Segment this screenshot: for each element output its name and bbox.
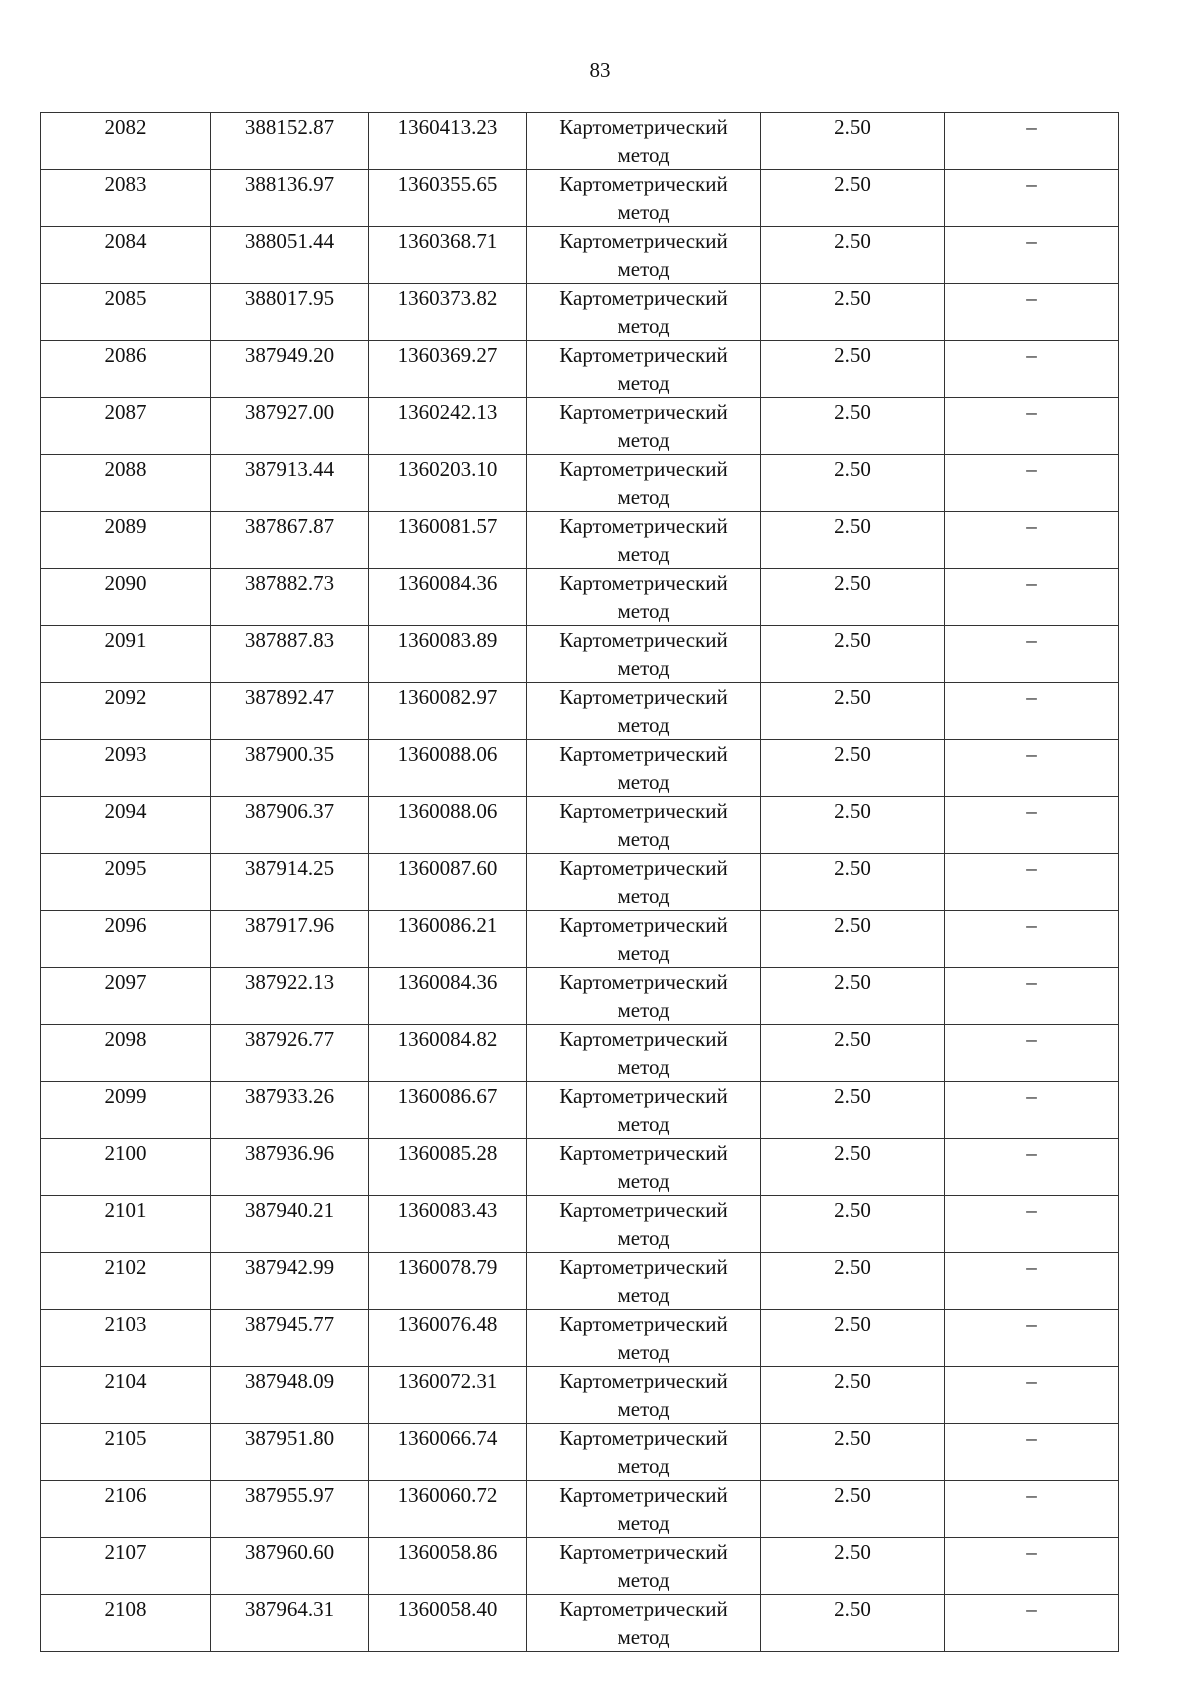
table-row — [41, 569, 1119, 626]
accuracy-cell: 2.50 — [761, 1025, 945, 1082]
coordinates-table — [40, 112, 1119, 1652]
point-number-cell: 2084 — [41, 227, 211, 284]
page-number: 83 — [589, 58, 611, 82]
y-coordinate-cell: 1360088.06 — [369, 797, 527, 854]
point-number-cell: 2105 — [41, 1424, 211, 1481]
method-cell — [527, 626, 761, 683]
x-coordinate-cell: 387948.09 — [211, 1367, 369, 1424]
note-cell: – — [945, 569, 1119, 626]
x-coordinate-cell: 387914.25 — [211, 854, 369, 911]
method-line-2: метод — [617, 1511, 670, 1535]
method-line-2: метод — [617, 1625, 670, 1649]
point-number-cell: 2101 — [41, 1196, 211, 1253]
method-line-2: метод — [617, 599, 670, 623]
y-coordinate-cell: 1360078.79 — [369, 1253, 527, 1310]
note-cell: – — [945, 968, 1119, 1025]
accuracy-cell: 2.50 — [761, 398, 945, 455]
note-cell: – — [945, 1310, 1119, 1367]
point-number-cell: 2090 — [41, 569, 211, 626]
table-row — [41, 1310, 1119, 1367]
point-number-cell: 2089 — [41, 512, 211, 569]
point-number-cell: 2099 — [41, 1082, 211, 1139]
y-coordinate-cell: 1360084.82 — [369, 1025, 527, 1082]
accuracy-cell: 2.50 — [761, 170, 945, 227]
x-coordinate-cell: 387906.37 — [211, 797, 369, 854]
method-line-2: метод — [617, 1283, 670, 1307]
method-line-1: Картометрический — [559, 628, 728, 652]
y-coordinate-cell: 1360058.40 — [369, 1595, 527, 1652]
table-row — [41, 626, 1119, 683]
coordinates-table-body — [41, 113, 1119, 1652]
method-cell — [527, 911, 761, 968]
method-cell — [527, 1196, 761, 1253]
method-line-2: метод — [617, 1340, 670, 1364]
table-row — [41, 683, 1119, 740]
x-coordinate-cell: 387960.60 — [211, 1538, 369, 1595]
table-row — [41, 1082, 1119, 1139]
method-line-1: Картометрический — [559, 1027, 728, 1051]
table-row — [41, 227, 1119, 284]
point-number-cell: 2085 — [41, 284, 211, 341]
method-cell — [527, 455, 761, 512]
method-line-1: Картометрический — [559, 514, 728, 538]
note-cell: – — [945, 113, 1119, 170]
method-line-2: метод — [617, 542, 670, 566]
accuracy-cell: 2.50 — [761, 1424, 945, 1481]
point-number-cell: 2088 — [41, 455, 211, 512]
method-line-2: метод — [617, 1169, 670, 1193]
note-cell: – — [945, 1253, 1119, 1310]
x-coordinate-cell: 387951.80 — [211, 1424, 369, 1481]
method-cell — [527, 968, 761, 1025]
accuracy-cell: 2.50 — [761, 911, 945, 968]
y-coordinate-cell: 1360058.86 — [369, 1538, 527, 1595]
note-cell: – — [945, 1424, 1119, 1481]
note-cell: – — [945, 1595, 1119, 1652]
x-coordinate-cell: 387949.20 — [211, 341, 369, 398]
accuracy-cell: 2.50 — [761, 455, 945, 512]
point-number-cell: 2092 — [41, 683, 211, 740]
method-line-1: Картометрический — [559, 856, 728, 880]
method-line-1: Картометрический — [559, 1483, 728, 1507]
method-line-1: Картометрический — [559, 1255, 728, 1279]
note-cell: – — [945, 797, 1119, 854]
method-cell — [527, 797, 761, 854]
accuracy-cell: 2.50 — [761, 284, 945, 341]
method-line-2: метод — [617, 1226, 670, 1250]
point-number-cell: 2103 — [41, 1310, 211, 1367]
method-cell — [527, 683, 761, 740]
point-number-cell: 2104 — [41, 1367, 211, 1424]
method-line-2: метод — [617, 143, 670, 167]
accuracy-cell: 2.50 — [761, 227, 945, 284]
table-row — [41, 1139, 1119, 1196]
accuracy-cell: 2.50 — [761, 341, 945, 398]
accuracy-cell: 2.50 — [761, 1082, 945, 1139]
method-line-2: метод — [617, 485, 670, 509]
method-line-2: метод — [617, 1397, 670, 1421]
x-coordinate-cell: 387867.87 — [211, 512, 369, 569]
method-cell — [527, 1082, 761, 1139]
method-line-1: Картометрический — [559, 1540, 728, 1564]
point-number-cell: 2086 — [41, 341, 211, 398]
accuracy-cell: 2.50 — [761, 1481, 945, 1538]
method-cell — [527, 113, 761, 170]
method-cell — [527, 1424, 761, 1481]
method-line-2: метод — [617, 884, 670, 908]
x-coordinate-cell: 387945.77 — [211, 1310, 369, 1367]
note-cell: – — [945, 1538, 1119, 1595]
method-cell — [527, 1481, 761, 1538]
point-number-cell: 2098 — [41, 1025, 211, 1082]
note-cell: – — [945, 854, 1119, 911]
accuracy-cell: 2.50 — [761, 626, 945, 683]
method-line-2: метод — [617, 1055, 670, 1079]
table-row — [41, 740, 1119, 797]
table-row — [41, 398, 1119, 455]
y-coordinate-cell: 1360076.48 — [369, 1310, 527, 1367]
method-line-2: метод — [617, 770, 670, 794]
table-row — [41, 1538, 1119, 1595]
accuracy-cell: 2.50 — [761, 683, 945, 740]
accuracy-cell: 2.50 — [761, 1310, 945, 1367]
table-row — [41, 968, 1119, 1025]
x-coordinate-cell: 388136.97 — [211, 170, 369, 227]
x-coordinate-cell: 387892.47 — [211, 683, 369, 740]
method-line-1: Картометрический — [559, 229, 728, 253]
table-row — [41, 170, 1119, 227]
table-row — [41, 1481, 1119, 1538]
y-coordinate-cell: 1360083.89 — [369, 626, 527, 683]
x-coordinate-cell: 387882.73 — [211, 569, 369, 626]
method-line-1: Картометрический — [559, 970, 728, 994]
x-coordinate-cell: 387955.97 — [211, 1481, 369, 1538]
method-line-2: метод — [617, 1454, 670, 1478]
note-cell: – — [945, 284, 1119, 341]
method-cell — [527, 341, 761, 398]
x-coordinate-cell: 387964.31 — [211, 1595, 369, 1652]
method-line-1: Картометрический — [559, 742, 728, 766]
note-cell: – — [945, 911, 1119, 968]
method-line-1: Картометрический — [559, 1141, 728, 1165]
accuracy-cell: 2.50 — [761, 512, 945, 569]
y-coordinate-cell: 1360072.31 — [369, 1367, 527, 1424]
note-cell: – — [945, 683, 1119, 740]
table-row — [41, 797, 1119, 854]
method-line-2: метод — [617, 1568, 670, 1592]
method-cell — [527, 569, 761, 626]
method-cell — [527, 740, 761, 797]
y-coordinate-cell: 1360082.97 — [369, 683, 527, 740]
x-coordinate-cell: 387922.13 — [211, 968, 369, 1025]
point-number-cell: 2102 — [41, 1253, 211, 1310]
method-cell — [527, 1139, 761, 1196]
table-row — [41, 1367, 1119, 1424]
method-line-2: метод — [617, 200, 670, 224]
x-coordinate-cell: 387936.96 — [211, 1139, 369, 1196]
table-row — [41, 512, 1119, 569]
point-number-cell: 2108 — [41, 1595, 211, 1652]
method-cell — [527, 854, 761, 911]
x-coordinate-cell: 388017.95 — [211, 284, 369, 341]
y-coordinate-cell: 1360413.23 — [369, 113, 527, 170]
x-coordinate-cell: 387933.26 — [211, 1082, 369, 1139]
accuracy-cell: 2.50 — [761, 1139, 945, 1196]
method-line-2: метод — [617, 713, 670, 737]
table-row — [41, 1196, 1119, 1253]
accuracy-cell: 2.50 — [761, 968, 945, 1025]
y-coordinate-cell: 1360085.28 — [369, 1139, 527, 1196]
y-coordinate-cell: 1360086.67 — [369, 1082, 527, 1139]
y-coordinate-cell: 1360203.10 — [369, 455, 527, 512]
x-coordinate-cell: 387887.83 — [211, 626, 369, 683]
note-cell: – — [945, 1196, 1119, 1253]
method-cell — [527, 1595, 761, 1652]
note-cell: – — [945, 455, 1119, 512]
method-line-1: Картометрический — [559, 1597, 728, 1621]
table-row — [41, 911, 1119, 968]
method-line-1: Картометрический — [559, 685, 728, 709]
method-line-1: Картометрический — [559, 1198, 728, 1222]
y-coordinate-cell: 1360088.06 — [369, 740, 527, 797]
y-coordinate-cell: 1360373.82 — [369, 284, 527, 341]
method-line-2: метод — [617, 371, 670, 395]
method-line-1: Картометрический — [559, 457, 728, 481]
accuracy-cell: 2.50 — [761, 1595, 945, 1652]
y-coordinate-cell: 1360083.43 — [369, 1196, 527, 1253]
y-coordinate-cell: 1360086.21 — [369, 911, 527, 968]
note-cell: – — [945, 512, 1119, 569]
x-coordinate-cell: 388051.44 — [211, 227, 369, 284]
method-line-2: метод — [617, 656, 670, 680]
point-number-cell: 2087 — [41, 398, 211, 455]
y-coordinate-cell: 1360242.13 — [369, 398, 527, 455]
accuracy-cell: 2.50 — [761, 1253, 945, 1310]
note-cell: – — [945, 170, 1119, 227]
accuracy-cell: 2.50 — [761, 1538, 945, 1595]
method-cell — [527, 284, 761, 341]
accuracy-cell: 2.50 — [761, 854, 945, 911]
table-row — [41, 1025, 1119, 1082]
method-line-2: метод — [617, 827, 670, 851]
note-cell: – — [945, 227, 1119, 284]
method-line-2: метод — [617, 257, 670, 281]
method-cell — [527, 1310, 761, 1367]
method-line-1: Картометрический — [559, 343, 728, 367]
method-line-1: Картометрический — [559, 172, 728, 196]
table-row — [41, 1595, 1119, 1652]
point-number-cell: 2096 — [41, 911, 211, 968]
y-coordinate-cell: 1360369.27 — [369, 341, 527, 398]
accuracy-cell: 2.50 — [761, 797, 945, 854]
point-number-cell: 2091 — [41, 626, 211, 683]
table-row — [41, 455, 1119, 512]
note-cell: – — [945, 1481, 1119, 1538]
x-coordinate-cell: 387927.00 — [211, 398, 369, 455]
method-line-2: метод — [617, 1112, 670, 1136]
accuracy-cell: 2.50 — [761, 1367, 945, 1424]
x-coordinate-cell: 387917.96 — [211, 911, 369, 968]
y-coordinate-cell: 1360060.72 — [369, 1481, 527, 1538]
method-line-1: Картометрический — [559, 1369, 728, 1393]
method-cell — [527, 227, 761, 284]
note-cell: – — [945, 398, 1119, 455]
point-number-cell: 2094 — [41, 797, 211, 854]
y-coordinate-cell: 1360084.36 — [369, 968, 527, 1025]
method-line-1: Картометрический — [559, 913, 728, 937]
y-coordinate-cell: 1360355.65 — [369, 170, 527, 227]
note-cell: – — [945, 1025, 1119, 1082]
method-cell — [527, 398, 761, 455]
method-line-1: Картометрический — [559, 1084, 728, 1108]
method-line-1: Картометрический — [559, 115, 728, 139]
method-line-1: Картометрический — [559, 286, 728, 310]
point-number-cell: 2100 — [41, 1139, 211, 1196]
note-cell: – — [945, 740, 1119, 797]
method-line-1: Картометрический — [559, 571, 728, 595]
note-cell: – — [945, 626, 1119, 683]
point-number-cell: 2095 — [41, 854, 211, 911]
method-cell — [527, 170, 761, 227]
y-coordinate-cell: 1360081.57 — [369, 512, 527, 569]
method-line-2: метод — [617, 314, 670, 338]
method-line-2: метод — [617, 428, 670, 452]
method-line-1: Картометрический — [559, 400, 728, 424]
point-number-cell: 2107 — [41, 1538, 211, 1595]
method-line-2: метод — [617, 941, 670, 965]
x-coordinate-cell: 387900.35 — [211, 740, 369, 797]
accuracy-cell: 2.50 — [761, 113, 945, 170]
note-cell: – — [945, 1139, 1119, 1196]
point-number-cell: 2082 — [41, 113, 211, 170]
y-coordinate-cell: 1360087.60 — [369, 854, 527, 911]
method-cell — [527, 1253, 761, 1310]
y-coordinate-cell: 1360368.71 — [369, 227, 527, 284]
table-row — [41, 854, 1119, 911]
method-line-1: Картометрический — [559, 1312, 728, 1336]
method-line-2: метод — [617, 998, 670, 1022]
note-cell: – — [945, 341, 1119, 398]
table-row — [41, 113, 1119, 170]
accuracy-cell: 2.50 — [761, 740, 945, 797]
x-coordinate-cell: 387940.21 — [211, 1196, 369, 1253]
point-number-cell: 2093 — [41, 740, 211, 797]
method-line-1: Картометрический — [559, 799, 728, 823]
table-row — [41, 1253, 1119, 1310]
accuracy-cell: 2.50 — [761, 1196, 945, 1253]
method-cell — [527, 1367, 761, 1424]
method-cell — [527, 512, 761, 569]
accuracy-cell: 2.50 — [761, 569, 945, 626]
table-row — [41, 1424, 1119, 1481]
y-coordinate-cell: 1360084.36 — [369, 569, 527, 626]
table-row — [41, 284, 1119, 341]
method-line-1: Картометрический — [559, 1426, 728, 1450]
y-coordinate-cell: 1360066.74 — [369, 1424, 527, 1481]
method-cell — [527, 1538, 761, 1595]
note-cell: – — [945, 1082, 1119, 1139]
table-row — [41, 341, 1119, 398]
x-coordinate-cell: 387913.44 — [211, 455, 369, 512]
x-coordinate-cell: 387926.77 — [211, 1025, 369, 1082]
point-number-cell: 2083 — [41, 170, 211, 227]
note-cell: – — [945, 1367, 1119, 1424]
point-number-cell: 2097 — [41, 968, 211, 1025]
x-coordinate-cell: 388152.87 — [211, 113, 369, 170]
x-coordinate-cell: 387942.99 — [211, 1253, 369, 1310]
point-number-cell: 2106 — [41, 1481, 211, 1538]
method-cell — [527, 1025, 761, 1082]
